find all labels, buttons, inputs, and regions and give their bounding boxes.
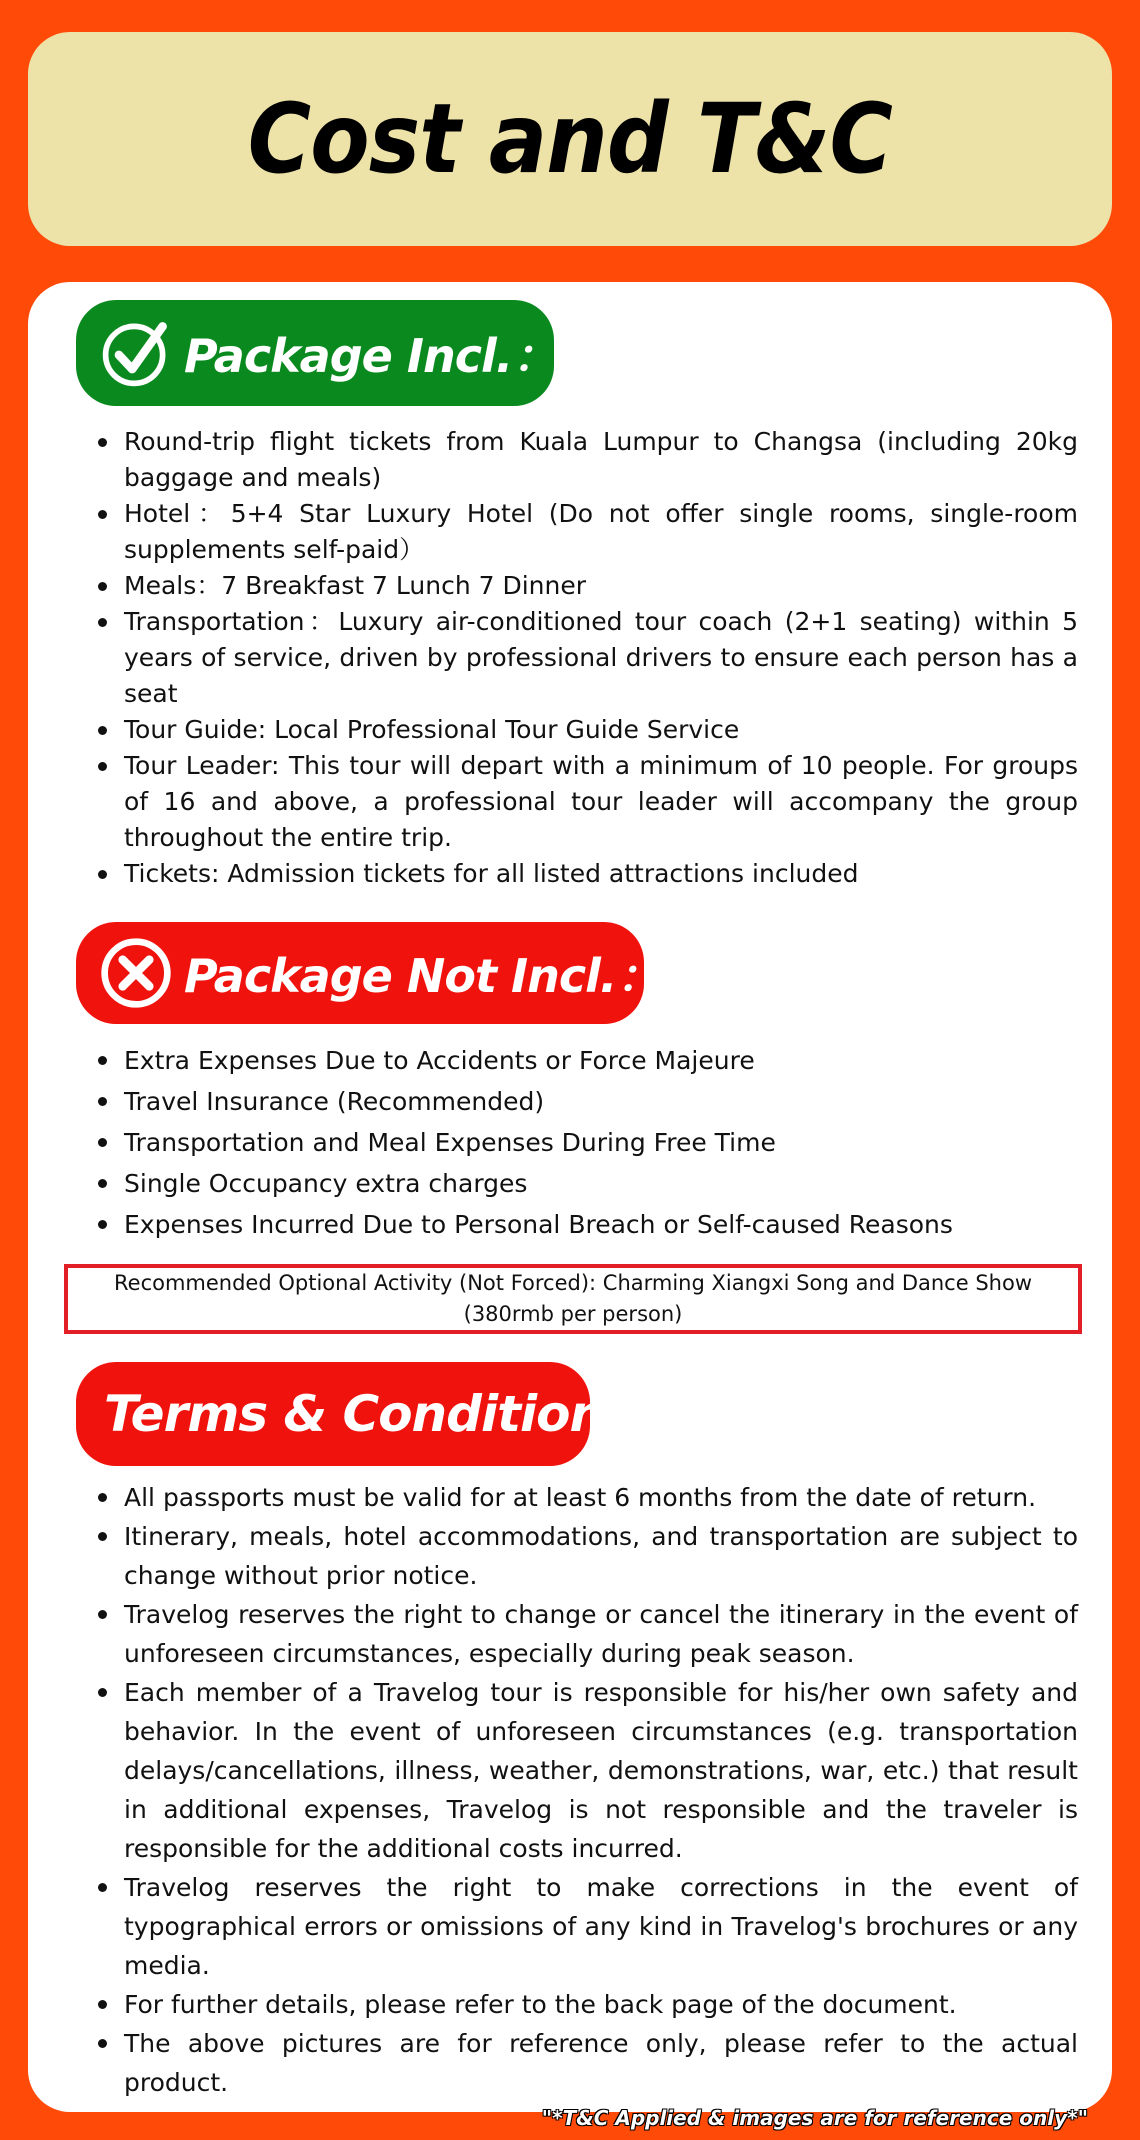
footer-disclaimer: "*T&C Applied & images are for reference only*": [541, 2106, 1088, 2130]
title-banner: [28, 32, 1112, 246]
optional-activity-notice: [64, 1264, 1082, 1334]
list-item: Itinerary, meals, hotel accommodations, and transportation are subject to change without prior notice.: [124, 1517, 1078, 1595]
list-item: Each member of a Travelog tour is responsible for his/her own safety and behavior. In the event of unforeseen circumstances (e.g. transportation delays/cancellations, illness, weather, demonstrations, war, etc.) that result in additional expenses, Travelog is not responsible and the traveler is responsible for the additional costs incurred.: [124, 1673, 1078, 1868]
list-item: Travel Insurance (Recommended): [124, 1081, 1078, 1122]
list-item: Transportation：Luxury air-conditioned tour coach (2+1 seating) within 5 years of service, driven by professional drivers to ensure each person has a seat: [124, 604, 1078, 712]
terms-list: [88, 1478, 1078, 2102]
optional-activity-text: Recommended Optional Activity (Not Forced): Charming Xiangxi Song and Dance Show (380rmb per person): [114, 1271, 1032, 1326]
list-item: Travelog reserves the right to make corrections in the event of typographical errors or omissions of any kind in Travelog's brochures or any media.: [124, 1868, 1078, 1985]
page-title: Cost and T&C: [247, 83, 893, 195]
package-included-heading: [76, 300, 558, 406]
list-item: Tour Guide: Local Professional Tour Guide Service: [124, 712, 1078, 748]
package-included-list: [88, 424, 1078, 892]
list-item: Extra Expenses Due to Accidents or Force Majeure: [124, 1040, 1078, 1081]
list-item: Expenses Incurred Due to Personal Breach or Self-caused Reasons: [124, 1204, 1078, 1245]
package-not-included-title: Package Not Incl.：: [184, 949, 662, 1003]
check-circle-icon: [98, 315, 174, 391]
list-item: Hotel：5+4 Star Luxury Hotel (Do not offer single rooms, single-room supplements self-paid）: [124, 496, 1078, 568]
list-item: Single Occupancy extra charges: [124, 1163, 1078, 1204]
list-item: For further details, please refer to the back page of the document.: [124, 1985, 1078, 2024]
list-item: Round-trip flight tickets from Kuala Lumpur to Changsa (including 20kg baggage and meals): [124, 424, 1078, 496]
list-item: All passports must be valid for at least 6 months from the date of return.: [124, 1478, 1078, 1517]
package-not-included-list: [88, 1040, 1078, 1245]
list-item: Travelog reserves the right to change or cancel the itinerary in the event of unforeseen circumstances, especially during peak season.: [124, 1595, 1078, 1673]
terms-title: Terms & Conditions: [104, 1385, 633, 1443]
list-item: Tour Leader: This tour will depart with a minimum of 10 people. For groups of 16 and above, a professional tour leader will accompany the group throughout the entire trip.: [124, 748, 1078, 856]
content-card: [28, 282, 1112, 2112]
list-item: The above pictures are for reference only, please refer to the actual product.: [124, 2024, 1078, 2102]
package-not-included-heading: [76, 922, 662, 1024]
terms-heading: [76, 1362, 633, 1466]
list-item: Tickets: Admission tickets for all listed attractions included: [124, 856, 1078, 892]
list-item: Meals：7 Breakfast 7 Lunch 7 Dinner: [124, 568, 1078, 604]
package-included-title: Package Incl.：: [184, 329, 558, 383]
x-circle-icon: [98, 935, 174, 1011]
list-item: Transportation and Meal Expenses During Free Time: [124, 1122, 1078, 1163]
